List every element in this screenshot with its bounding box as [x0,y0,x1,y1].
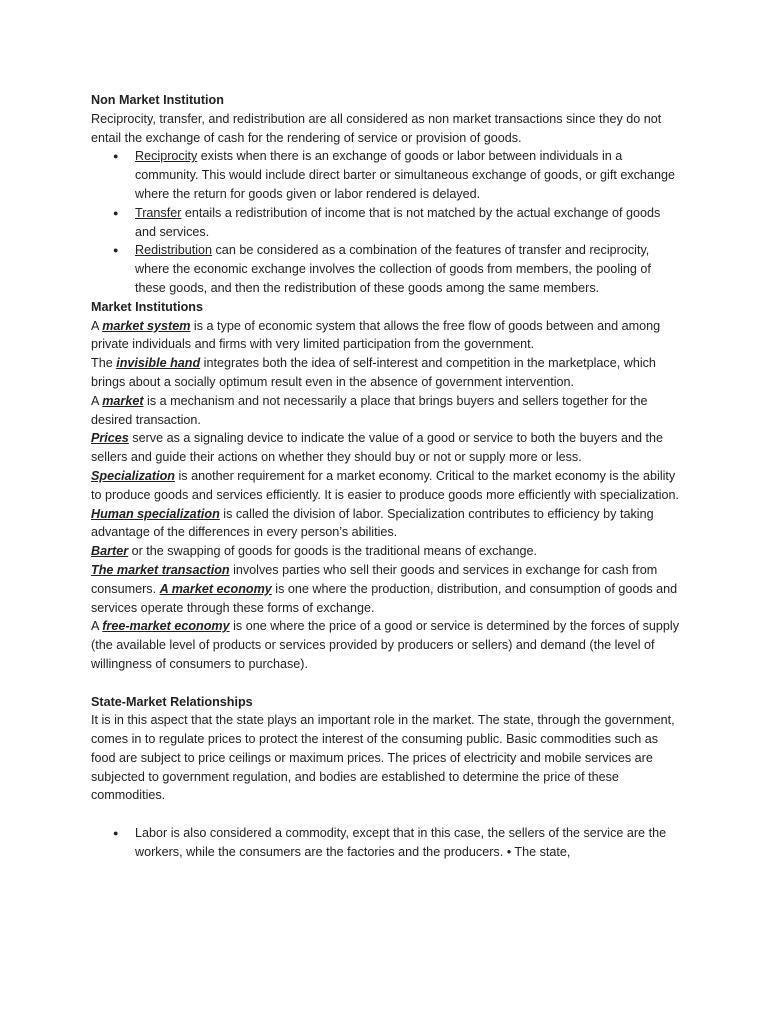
p9-pre: A [91,619,103,634]
term-barter: Barter [91,544,129,559]
term-invisible-hand: invisible hand [116,356,201,371]
text-reciprocity: exists when there is an exchange of goods or labor between individuals in a community. This would include direct barter or simultaneous exchange of goods, or gift exchange where the return for goods given or labor rendered is delayed. [135,149,675,201]
p8-text: involves parties who sell their goods and services in exchange for cash from consumers. [91,562,658,596]
p7-text: or the swapping of goods for goods is the traditional means of exchange. [128,544,537,559]
text-redistribution: can be considered as a combination of the features of transfer and reciprocity, where the economic exchange involves the collection of goods from members, the pooling of these goods, and then the redistribution of these goods among the same members. [135,243,651,295]
para-specialization [91,467,683,505]
text-transfer: entails a redistribution of income that is not matched by the actual exchange of goods and services. [135,205,661,239]
p2-pre: The [91,356,117,371]
para-free-market-economy [91,617,683,673]
p5-text: is another requirement for a market economy. Critical to the market economy is the ability to produce goods and services efficiently. It is easier to produce goods more efficiently with specialization. [91,468,680,502]
term-market: market [102,393,144,408]
non-market-intro: Reciprocity, transfer, and redistribution are all considered as non market transactions since they do not entail the exchange of cash for the rendering of service or provision of goods. [91,111,662,145]
term-prices: Prices [91,431,129,446]
p3-text: is a mechanism and not necessarily a place that brings buyers and sellers together for the desired transaction. [91,393,648,427]
term-human-specialization: Human specialization [91,506,220,521]
non-market-list [91,147,683,297]
list-item-reciprocity [135,147,683,203]
term-specialization: Specialization [91,468,175,483]
p1-text: is a type of economic system that allows the free flow of goods between and among private individuals and firms with very limited participation from the government. [91,318,661,352]
para-invisible-hand [91,354,683,392]
term-reciprocity: Reciprocity [135,149,198,164]
heading-market-institutions: Market Institutions [91,299,203,314]
term-redistribution: Redistribution [135,243,213,258]
heading-state-market: State-Market Relationships [91,694,253,709]
p9-text: is one where the price of a good or service is determined by the forces of supply (the available level of products or services provided by producers or sellers) and demand (the level of willingness of consumers to purchase). [91,619,680,671]
para-barter [91,542,683,561]
p3-pre: A [91,393,103,408]
document-page [91,91,683,862]
term-market-transaction: The market transaction [91,562,230,577]
state-body: It is in this aspect that the state plays an important role in the market. The state, through the government, comes in to regulate prices to protect the interest of the consuming public. Basic commodities such as food are subject to price ceilings or maximum prices. The prices of electricity and mobile services are subjected to government regulation, and bodies are established to determine the price of these commodities. [91,713,675,803]
list-item-labor: ● Labor is also considered a commodity, except that in this case, the sellers of the service are the workers, while the consumers are the factories and the producers. • The state, [135,824,683,862]
para-human-specialization [91,505,683,543]
p1-pre: A [91,318,103,333]
p8-text2: is one where the production, distribution, and consumption of goods and services operate through these forms of exchange. [91,581,678,615]
spacer [91,674,683,693]
list-item-transfer [135,204,683,242]
term-market-system: market system [102,318,191,333]
para-market [91,392,683,430]
term-transfer: Transfer [135,205,182,220]
para-market-transaction [91,561,683,617]
spacer [91,805,683,824]
term-free-market-economy: free-market economy [102,619,230,634]
p6-text: is called the division of labor. Specialization contributes to efficiency by taking advantage of the differences in every person’s abilities. [91,506,654,540]
p2-text: integrates both the idea of self-interest and competition in the marketplace, which brings about a socially optimum result even in the absence of government intervention. [91,356,656,389]
term-market-economy: A market economy [159,581,272,596]
state-list [91,824,683,862]
list-item-redistribution [135,241,683,297]
heading-non-market: Non Market Institution [91,93,224,107]
para-prices [91,429,683,467]
para-market-system [91,317,683,355]
p4-text: serve as a signaling device to indicate the value of a good or service to both the buyers and the sellers and guide their actions on whether they should buy or not or supply more or less. [91,431,663,465]
